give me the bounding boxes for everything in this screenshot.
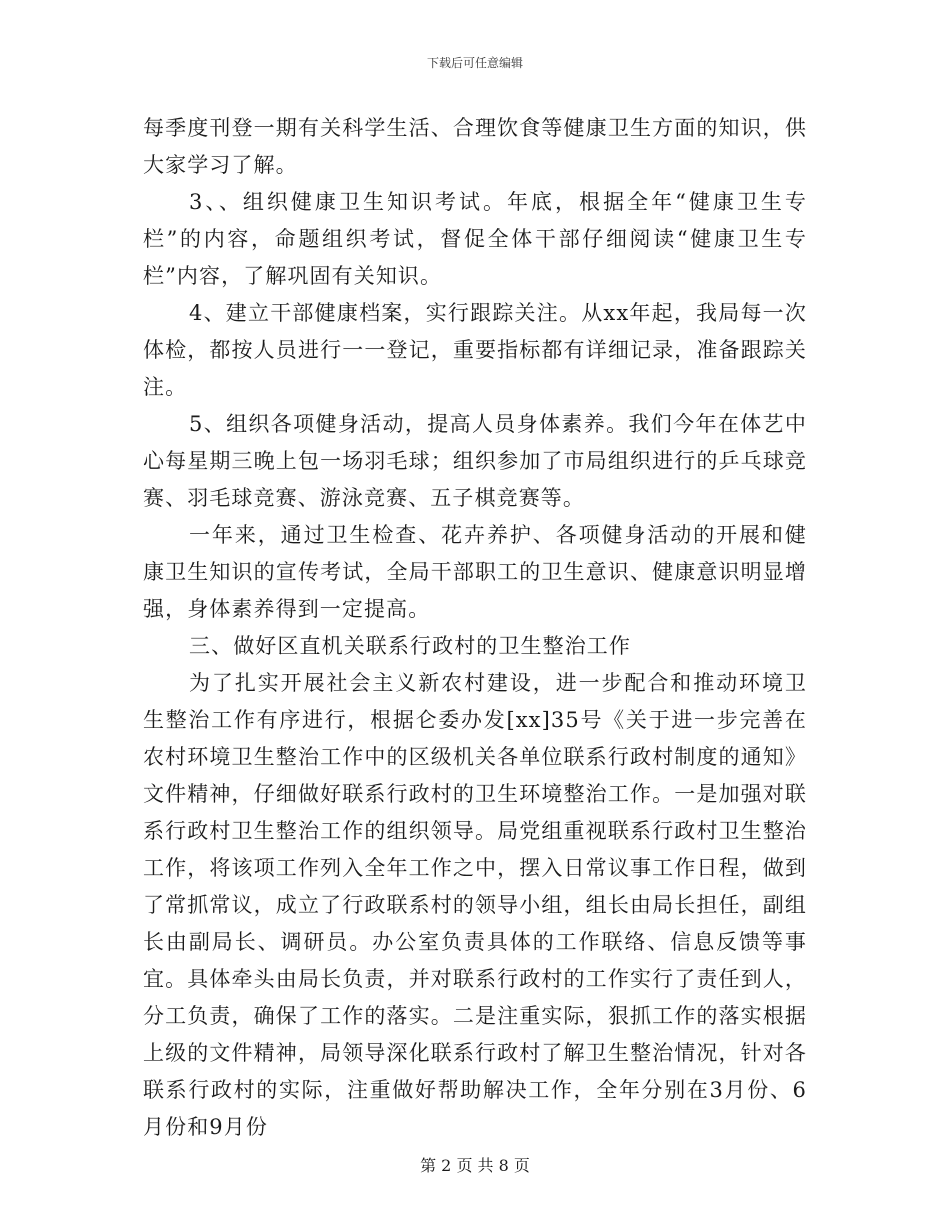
paragraph-section-3-body: 为了扎实开展社会主义新农村建设，进一步配合和推动环境卫生整治工作有序进行，根据仑委办发[xx]35号《关于进一步完善在农村环境卫生整治工作中的区级机关各单位联系行政村制度的通知》文件精神，仔细做好联系行政村的卫生环境整治工作。一是加强对联系行政村卫生整治工作的组织领导。局党组重视联系行政村卫生整治工作，将该项工作列入全年工作之中，摆入日常议事工作日程，做到了常抓常议，成立了行政联系村的领导小组，组长由局长担任，副组长由副局长、调研员。办公室负责具体的工作联络、信息反馈等事宜。具体牵头由局长负责，并对联系行政村的工作实行了责任到人，分工负责，确保了工作的落实。二是注重实际，狠抓工作的落实根据上级的文件精神，局领导深化联系行政村了解卫生整治情况，针对各联系行政村的实际，注重做好帮助解决工作，全年分别在3月份、6月份和9月份 [143, 671, 807, 1139]
document-body [143, 110, 807, 1146]
section-heading-3: 三、做好区直机关联系行政村的卫生整治工作 [189, 634, 631, 658]
paragraph-summary: 一年来，通过卫生检查、花卉养护、各项健身活动的开展和健康卫生知识的宣传考试，全局干部职工的卫生意识、健康意识明显增强，身体素养得到一定提高。 [143, 523, 807, 621]
page-header: 下载后可任意编辑 [426, 56, 523, 70]
paragraph-item-4: 4、建立干部健康档案，实行跟踪关注。从xx年起，我局每一次体检，都按人员进行一一登记，重要指标都有详细记录，准备跟踪关注。 [143, 301, 807, 399]
paragraph-item-3: 3、、组织健康卫生知识考试。年底，根据全年“健康卫生专栏”的内容，命题组织考试，督促全体干部仔细阅读“健康卫生专栏”内容，了解巩固有关知识。 [143, 190, 807, 288]
page-footer [0, 1157, 950, 1175]
page-number-label: 第 2 页 共 8 页 [420, 1156, 530, 1175]
paragraph-item-5: 5、组织各项健身活动，提高人员身体素养。我们今年在体艺中心每星期三晚上包一场羽毛球；组织参加了市局组织进行的乒乓球竞赛、羽毛球竞赛、游泳竞赛、五子棋竞赛等。 [143, 412, 807, 510]
paragraph-continuation: 每季度刊登一期有关科学生活、合理饮食等健康卫生方面的知识，供大家学习了解。 [143, 116, 807, 177]
